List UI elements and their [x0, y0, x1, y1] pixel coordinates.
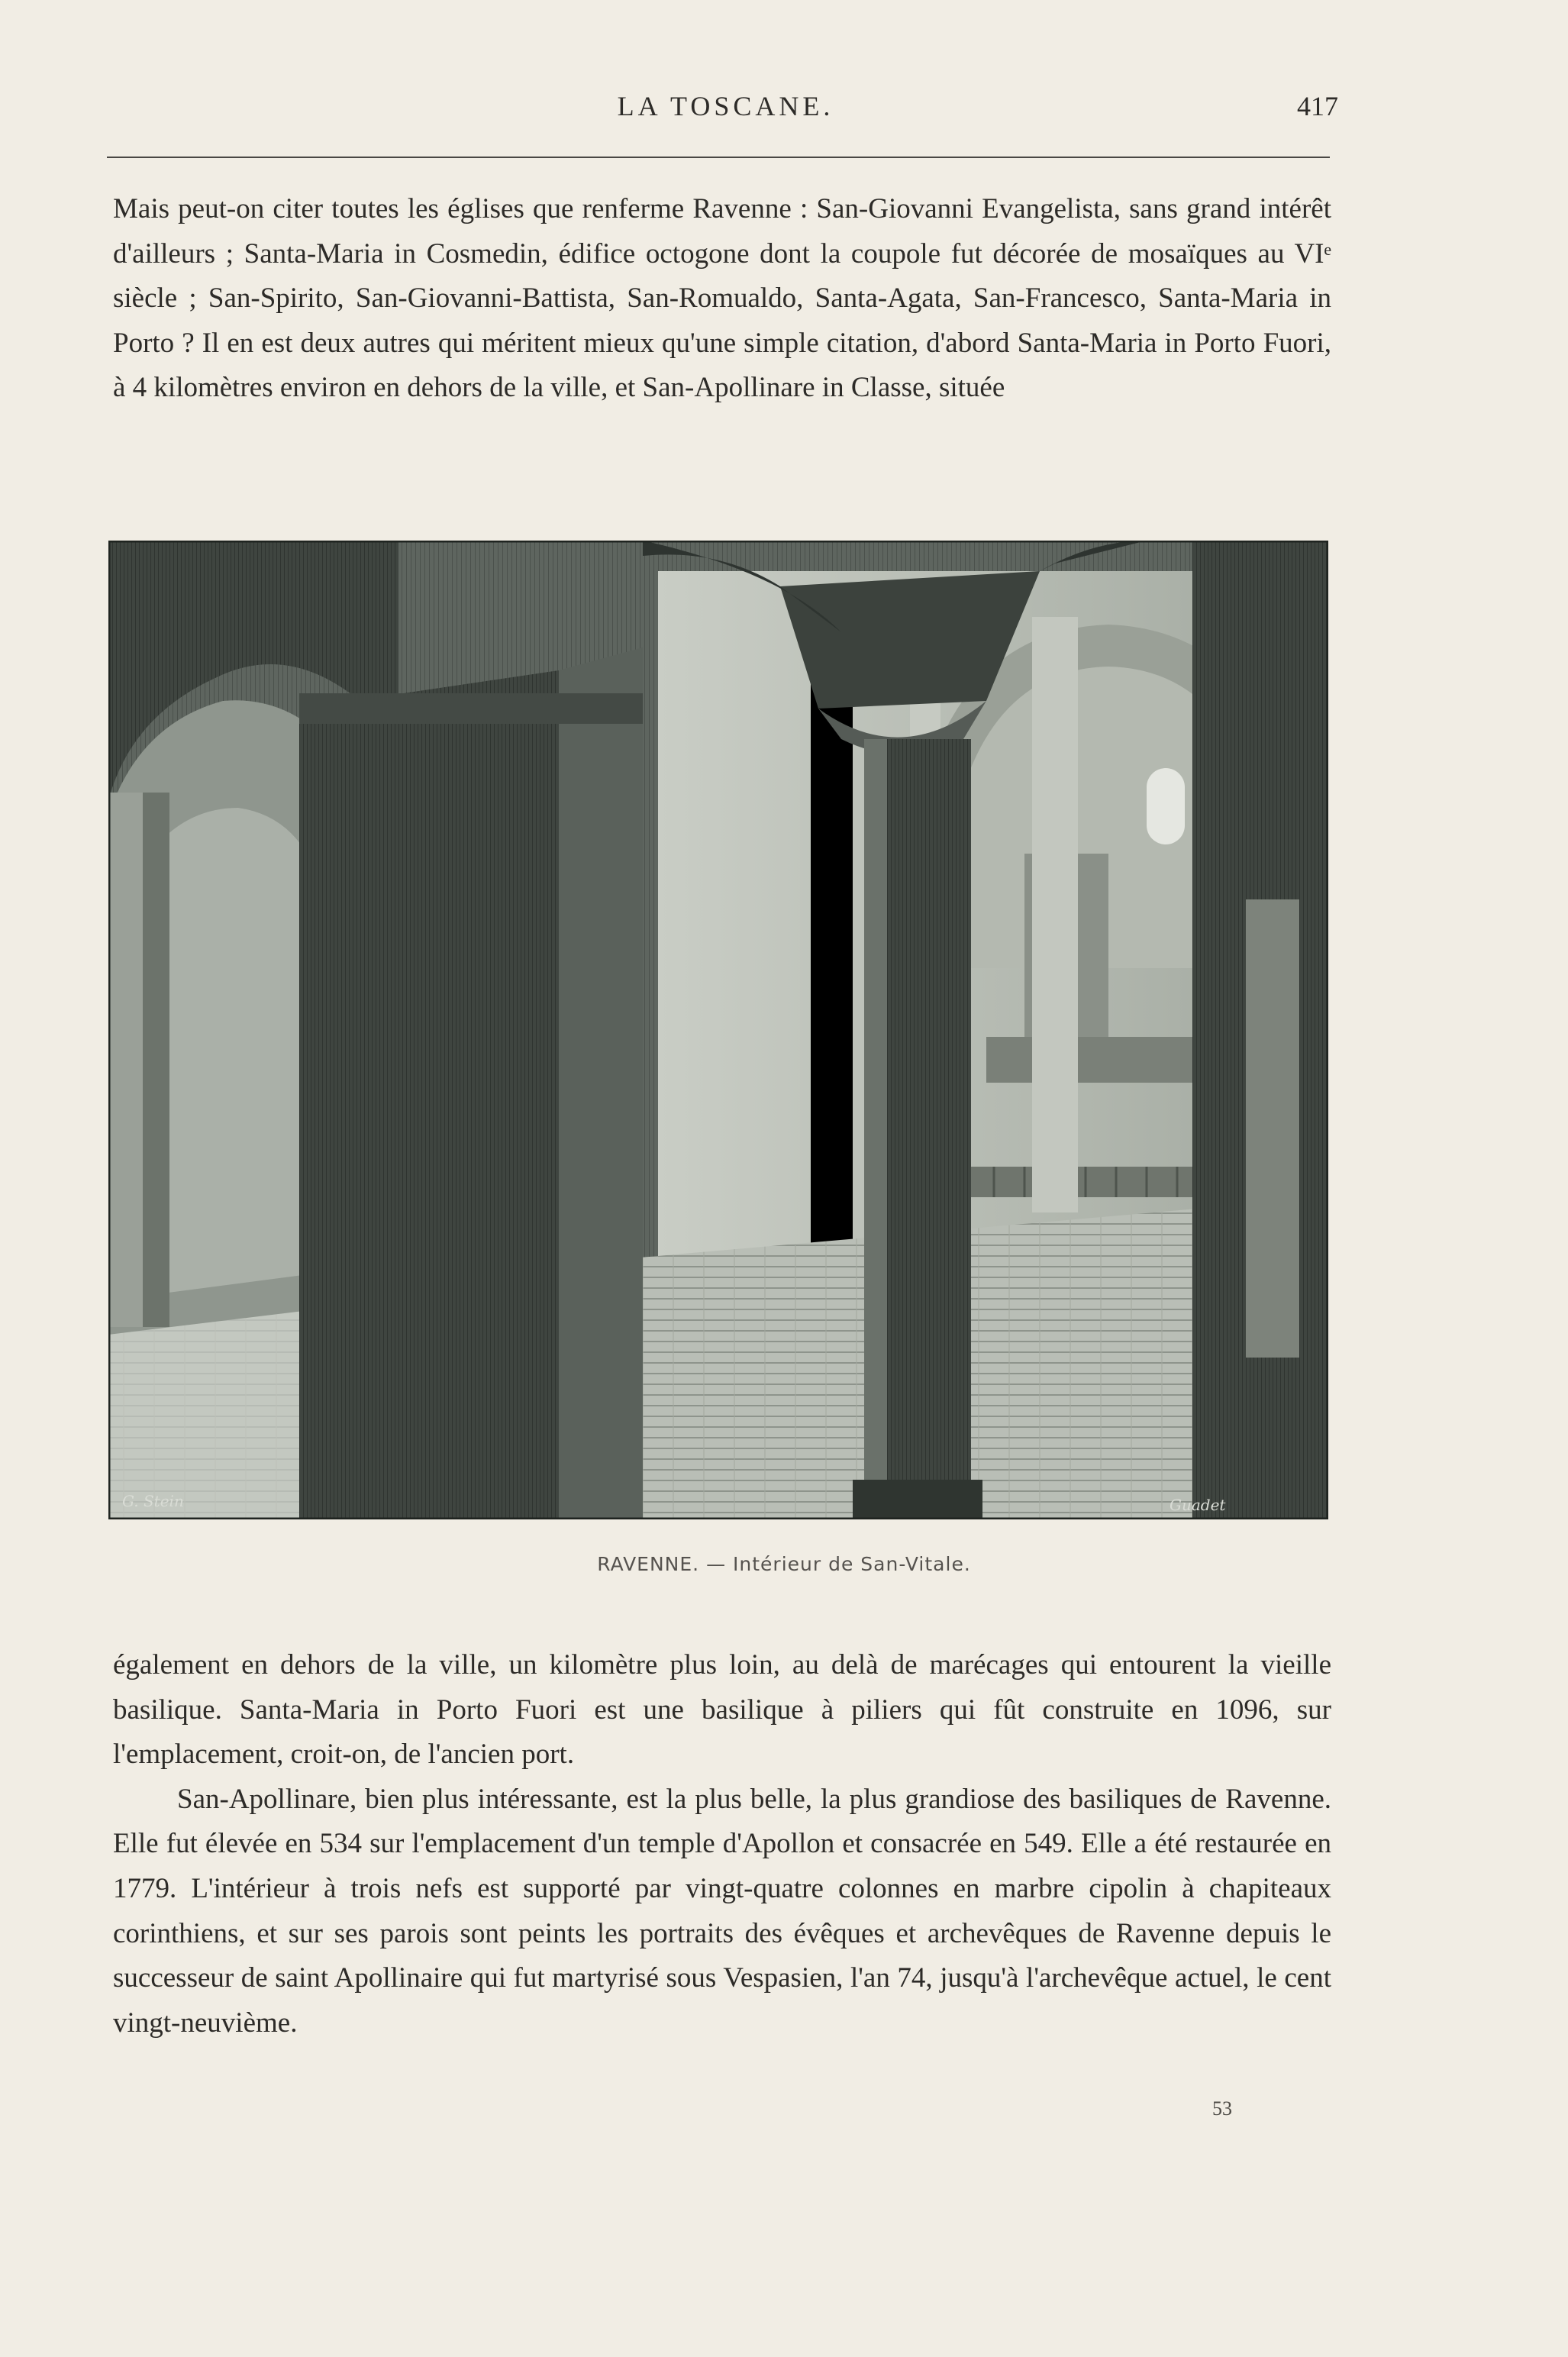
signature-left: G. Stein	[122, 1492, 184, 1510]
engraving-san-vitale-interior	[108, 541, 1328, 1519]
signature-mark: 53	[1212, 2097, 1232, 2120]
figure-caption: RAVENNE. — Intérieur de San-Vitale.	[597, 1553, 971, 1575]
body-paragraph-san-apollinare: San-Apollinare, bien plus intéressante, est la plus belle, la plus grandiose des basiliques de Ravenne. Elle fut élevée en 534 sur l'emplacement d'un temple d'Apollon et consacrée en 549. Elle a été restaurée en 1779. L'intérieur à trois nefs est supporté par vingt-quatre colonnes en marbre cipolin à chapiteaux corinthiens, et sur ses parois sont peints les portraits des évêques et archevêques de Ravenne depuis le successeur de saint Apollinaire qui fut martyrisé sous Vespasien, l'an 74, jusqu'à l'archevêque actuel, le cent vingt-neuvième.	[113, 1783, 1331, 2039]
header-rule	[107, 157, 1330, 158]
running-title: LA TOSCANE.	[617, 91, 834, 121]
body-bottom	[113, 1643, 1331, 2045]
signature-right: Guadet	[1170, 1496, 1226, 1514]
body-paragraph-top: Mais peut-on citer toutes les églises que renferme Ravenne : San-Giovanni Evangelista, sans grand intérêt d'ailleurs ; Santa-Maria in Cosmedin, édifice octogone dont la coupole fut décorée de mosaïques au VIᵉ siècle ; San-Spirito, San-Giovanni-Battista, San-Romualdo, Santa-Agata, San-Francesco, Santa-Maria in Porto ? Il en est deux autres qui méritent mieux qu'une simple citation, d'abord Santa-Maria in Porto Fuori, à 4 kilomètres environ en dehors de la ville, et San-Apollinare in Classe, située	[113, 193, 1331, 404]
header-line	[113, 90, 1338, 136]
page-number: 417	[1297, 91, 1338, 121]
body-paragraph-continuation: également en dehors de la ville, un kilomètre plus loin, au delà de marécages qui entourent la vieille basilique. Santa-Maria in Porto Fuori est une basilique à piliers qui fût construite en 1096, sur l'emplacement, croit-on, de l'ancien port.	[113, 1649, 1331, 1771]
